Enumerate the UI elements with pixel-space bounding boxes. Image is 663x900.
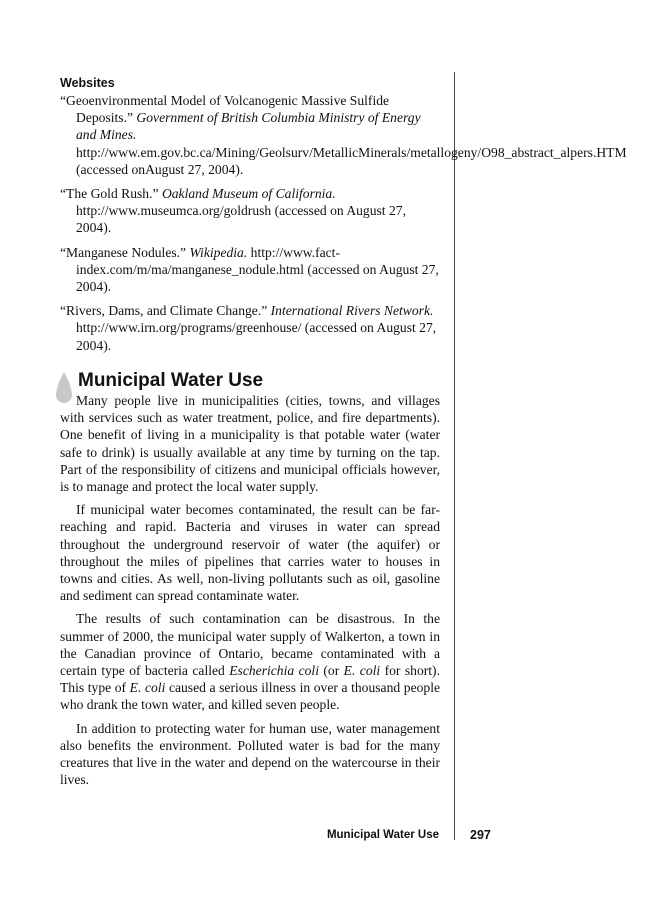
reference-source: Government of British Columbia Ministry of Energy and Mines. (76, 110, 421, 143)
section-title: Municipal Water Use (78, 370, 264, 391)
reference-item (60, 244, 440, 296)
reference-title: “Geoenvironmental Model of Volcanogenic Massive Sulfide Deposits.” (60, 93, 390, 126)
reference-url: http://www.fact-index.com/m/ma/manganese_nodule.html (accessed on August 27, 2004). (76, 244, 439, 295)
reference-url: http://www.museumca.org/goldrush (accessed on August 27, 2004). (76, 203, 406, 236)
vertical-rule (454, 72, 455, 840)
reference-url: http://www.em.gov.bc.ca/Mining/Geolsurv/MetallicMinerals/metallogeny/O98_abstract_alpers.HTM (accessed onAugust 27, 2004). (76, 144, 627, 177)
reference-item (60, 302, 440, 354)
species-name: E. coli (343, 663, 381, 679)
paragraph: The results of such contamination can be disastrous. In the summer of 2000, the municipal water supply of Walkerton, a town in the Canadian province of Ontario, became contaminated with a certain type of bacteria called Escherichia coli (or E. coli for short). This type of E. coli caused a serious illness in over a thousand people who drank the town water, and killed seven people. (60, 611, 441, 713)
reference-source: Wikipedia. (189, 244, 248, 260)
page-number: 297 (470, 828, 491, 842)
reference-title: “Rivers, Dams, and Climate Change.” (60, 303, 271, 319)
paragraph: In addition to protecting water for human use, water management also benefits the environment. Polluted water is bad for the many creatures that live in the water and depend on the watercourse in their lives. (60, 720, 440, 788)
reference-source: International Rivers Network. (270, 303, 434, 319)
reference-url: http://www.irn.org/programs/greenhouse/ (accessed on August 27, 2004). (76, 320, 437, 353)
reference-title: “The Gold Rush.” (60, 186, 162, 202)
paragraph: Many people live in municipalities (cities, towns, and villages with services such as water treatment, police, and fire departments). One benefit of living in a municipality is that potable water (water safe to drink) is usually available at any time by turning on the tap. Part of the responsibility of citizens and municipal officials however, is to manage and protect the local water supply. (60, 393, 440, 495)
water-drop-icon (55, 370, 73, 408)
reference-source: Oakland Museum of California. (161, 186, 336, 202)
municipal-water-section (60, 370, 440, 794)
reference-item (60, 92, 627, 178)
species-name: Escherichia coli (229, 663, 319, 679)
reference-item (60, 185, 440, 237)
running-footer-title: Municipal Water Use (326, 829, 439, 841)
websites-heading: Websites (60, 76, 115, 90)
paragraph: If municipal water becomes contaminated, the result can be far-reaching and rapid. Bacteria and viruses in water can spread throughout the underground reservoir of water (the aquifer) or throughout the miles of pipelines that carries water to houses in towns and cities. As well, non-living pollutants such as oil, gasoline and sediment can spread contaminate water. (60, 502, 440, 604)
websites-section (60, 75, 627, 361)
reference-title: “Manganese Nodules.” (60, 244, 190, 260)
species-name: E. coli (129, 680, 166, 696)
